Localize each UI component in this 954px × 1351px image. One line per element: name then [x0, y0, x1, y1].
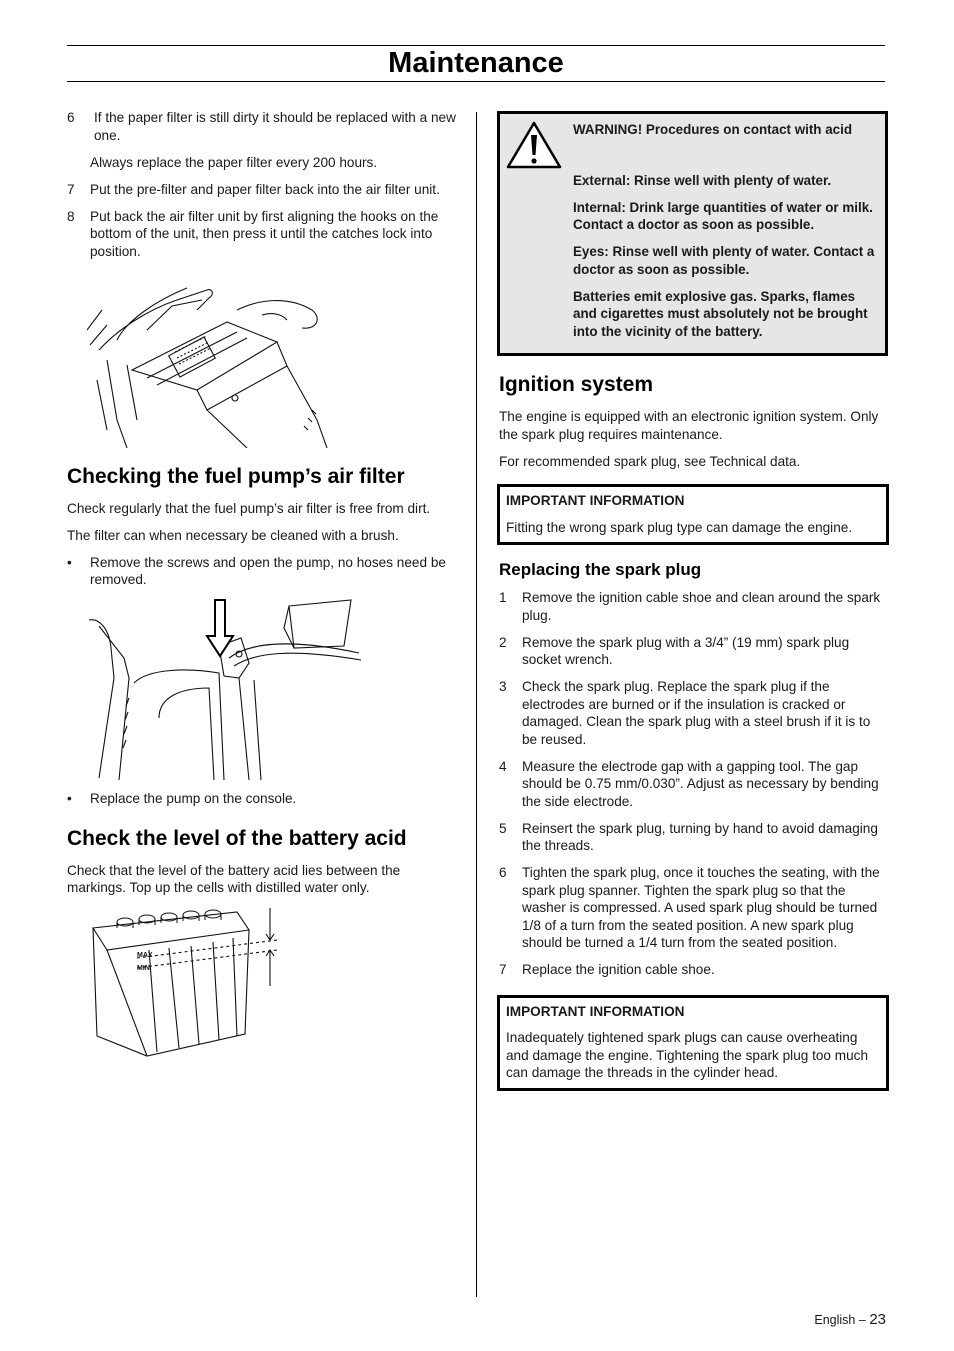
- ignition-heading: Ignition system: [499, 373, 654, 396]
- important-info-text: Inadequately tightened spark plugs can cause overheating and damage the engine. Tightening the spark plug too much can damage the threads in the cylinder head.: [506, 1030, 868, 1080]
- fuel-pump-p1: Check regularly that the fuel pump’s air filter is free from dirt.: [67, 500, 431, 516]
- bullet-text: Remove the screws and open the pump, no hoses need be removed.: [90, 554, 446, 587]
- important-info-heading: IMPORTANT INFORMATION: [506, 1003, 685, 1019]
- spark-plug-heading: Replacing the spark plug: [499, 560, 702, 579]
- step-number: 7: [499, 962, 507, 977]
- step-item: [67, 208, 457, 261]
- page-number: 23: [869, 1311, 886, 1328]
- step-item: [499, 589, 887, 624]
- header-rule-bottom: [67, 81, 885, 82]
- important-info-heading: IMPORTANT INFORMATION: [506, 493, 685, 508]
- bullet-dot: •: [67, 554, 72, 570]
- step-item: [499, 758, 887, 811]
- bullet-text: Replace the pump on the console.: [90, 791, 297, 806]
- air-filter-illustration: [87, 270, 337, 448]
- step-number: 7: [67, 181, 75, 197]
- step-text: Reinsert the spark plug, turning by hand to avoid damaging the threads.: [522, 820, 878, 853]
- fuel-pump-p2: The filter can when necessary be cleaned with a brush.: [67, 527, 399, 543]
- important-info-box: [497, 484, 889, 545]
- left-column: [67, 109, 457, 1066]
- step-number: 6: [499, 865, 507, 880]
- step-number: 5: [499, 820, 507, 836]
- ignition-p2: For recommended spark plug, see Technical data.: [499, 453, 801, 469]
- page-title: Maintenance: [388, 47, 564, 79]
- bullet-item: [67, 790, 457, 808]
- bullet-item: [67, 554, 457, 589]
- step-text: Remove the spark plug with a 3/4” (19 mm) spark plug socket wrench.: [522, 634, 850, 667]
- warning-eyes: Eyes: Rinse well with plenty of water. Contact a doctor as soon as possible.: [573, 244, 875, 277]
- step-text: Check the spark plug. Replace the spark plug if the electrodes are burned or if the insulation is cracked or damaged. Clean the spark plug with a steel brush if it is to be reused.: [522, 679, 871, 747]
- warning-box: [497, 111, 888, 356]
- step-item: [499, 864, 887, 952]
- step-item: [67, 109, 457, 144]
- step-number: 1: [499, 590, 507, 605]
- battery-max-label: MAX: [137, 952, 153, 959]
- warning-batteries: Batteries emit explosive gas. Sparks, flames and cigarettes must absolutely not be brought into the vicinity of the battery.: [573, 288, 868, 339]
- page-footer: [814, 1311, 886, 1330]
- warning-internal: Internal: Drink large quantities of water or milk. Contact a doctor as soon as possible.: [573, 199, 873, 232]
- battery-heading: Check the level of the battery acid: [67, 826, 407, 850]
- step-item: [499, 820, 887, 855]
- battery-min-label: MIN: [137, 965, 150, 972]
- step-number: 2: [499, 634, 507, 650]
- column-divider: [476, 112, 477, 1297]
- warning-external: External: Rinse well with plenty of water.: [573, 172, 832, 188]
- warning-text: [573, 121, 881, 350]
- warning-triangle-icon: [506, 120, 562, 170]
- step-item: [67, 154, 457, 172]
- footer-language: English: [814, 1313, 856, 1327]
- right-column: [499, 372, 887, 1103]
- warning-title: WARNING! Procedures on contact with acid: [573, 122, 853, 137]
- step-text: Tighten the spark plug, once it touches the seating, with the spark plug spanner. Tighten the spark plug so that the washer is compressed. A used spark plug should be turned 1/8 of a turn from the seated position. A new spark plug should be turned a 1/4 turn from the seated position.: [522, 865, 880, 950]
- footer-dash: –: [858, 1313, 866, 1327]
- step-number: 6: [67, 110, 75, 125]
- important-info-text: Fitting the wrong spark plug type can damage the engine.: [506, 519, 853, 535]
- step-item: [499, 634, 887, 669]
- fuel-pump-heading: Checking the fuel pump’s air filter: [67, 464, 405, 488]
- step-number: 3: [499, 679, 507, 694]
- battery-illustration: [87, 906, 307, 1066]
- ignition-p1: The engine is equipped with an electronic ignition system. Only the spark plug requires maintenance.: [499, 409, 879, 442]
- bullet-dot: •: [67, 791, 72, 806]
- important-info-box: [497, 995, 889, 1091]
- step-text: Replace the ignition cable shoe.: [522, 962, 715, 977]
- step-text: Put back the air filter unit by first aligning the hooks on the bottom of the unit, then press it until the catches lock into position.: [90, 208, 439, 259]
- step-number: 4: [499, 758, 507, 774]
- step-text: If the paper filter is still dirty it should be replaced with a new one.: [94, 110, 456, 143]
- step-number: 8: [67, 208, 75, 224]
- step-item: [499, 678, 887, 748]
- step-text: Measure the electrode gap with a gapping tool. The gap should be 0.75 mm/0.030”. Adjust as necessary by bending the side electrode.: [522, 758, 879, 809]
- step-text: Remove the ignition cable shoe and clean around the spark plug.: [522, 590, 881, 623]
- step-text: Put the pre-filter and paper filter back into the air filter unit.: [90, 181, 440, 197]
- fuel-pump-illustration: [89, 598, 369, 780]
- step-item: [67, 181, 457, 199]
- battery-p1: Check that the level of the battery acid lies between the markings. Top up the cells with distilled water only.: [67, 862, 401, 895]
- step-text: Always replace the paper filter every 200 hours.: [90, 154, 378, 170]
- step-item: [499, 961, 887, 979]
